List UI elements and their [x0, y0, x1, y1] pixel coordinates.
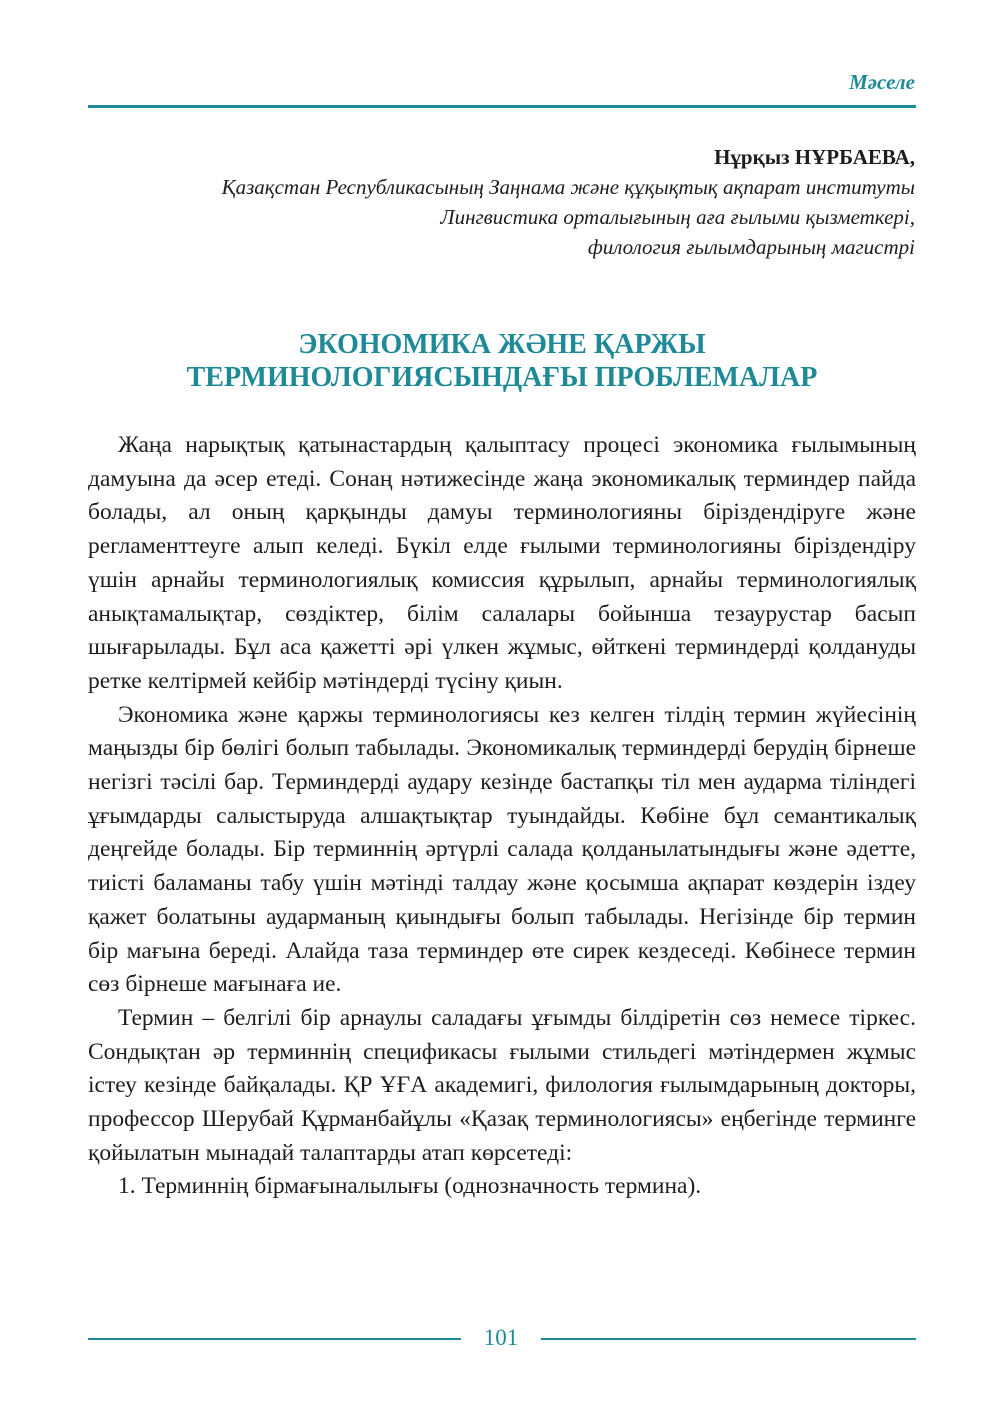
author-block — [88, 142, 915, 262]
body-paragraph-1: Жаңа нарықтық қатынастардың қалыптасу процесі экономика ғылымының дамуына да әсер етеді. Сонaң нәтижесінде жаңа экономикалық терминдер пайда болады, ал оның қарқынды дамуы терминологияны біріздендіруге және регламенттеуге алып келеді. Бүкіл елде ғылыми терминологияны біріздендіру үшін арнайы терминологиялық комиссия құрылып, арнайы терминологиялық анықтамалықтар, сөздіктер, білім салалары бойынша тезаурустар басып шығарылады. Бұл аса қажетті әрі үлкен жұмыс, өйткені терминдерді қолдануды ретке келтірмей кейбір мәтіндерді түсіну қиын. — [88, 432, 916, 694]
article-body — [88, 429, 916, 1204]
author-affiliation-line-1: Қазақстан Республикасының Заңнама және құқықтық ақпарат институты — [221, 175, 915, 199]
running-head-section: Мәселе — [849, 70, 915, 94]
body-paragraph-3: Термин – белгілі бір арнаулы саладағы ұғымды білдіретін сөз немесе тіркес. Сондықтан әр терминнің спецификасы ғылыми стильдегі мәтіндермен жұмыс істеу кезінде байқалады. ҚР ҰҒА академигі, филология ғылымдарының докторы, профессор Шерубай Құрманбайұлы «Қазақ терминологиясы» еңбегінде терминге қойылатын мынадай талаптарды атап көрсетеді: — [88, 1004, 916, 1166]
body-paragraph-4: 1. Терминнің бірмағыналылығы (однозначность термина). — [118, 1173, 702, 1200]
header-divider — [88, 105, 916, 108]
article-title — [88, 328, 916, 394]
author-affiliation-line-3: филология ғылымдарының магистрі — [587, 235, 915, 259]
article-title-line-1: ЭКОНОМИКА ЖӘНЕ ҚАРЖЫ — [298, 329, 706, 360]
author-name: Нұрқыз НҰРБАЕВА, — [714, 145, 915, 169]
footer-divider-left — [88, 1338, 461, 1340]
body-paragraph-2: Экономика және қаржы терминологиясы кез келген тілдің термин жүйесінің маңызды бір бөлігі болып табылады. Экономикалық терминдерді берудің бірнеше негізгі тәсілі бар. Терминдерді аудару кезінде бастапқы тіл мен аударма тіліндегі ұғымдарды салыстыруда алшақтықтар туындайды. Көбіне бұл семантикалық деңгейде болады. Бір терминнің әртүрлі салада қолданылатындығы және әдетте, тиісті баламаны табу үшін мәтінді талдау және қосымша ақпарат көздерін іздеу қажет болатыны аударманың қиындығы болып табылады. Негізінде бір термин бір мағына береді. Алайда таза терминдер өте сирек кездеседі. Көбінесе термин сөз бірнеше мағынаға ие. — [88, 701, 916, 998]
page-number: 101 — [483, 1325, 519, 1350]
author-affiliation-line-2: Лингвистика орталығының аға ғылыми қызметкері, — [440, 205, 915, 229]
footer-divider-right — [541, 1338, 916, 1340]
article-title-line-2: ТЕРМИНОЛОГИЯСЫНДАҒЫ ПРОБЛЕМАЛАР — [186, 362, 818, 393]
